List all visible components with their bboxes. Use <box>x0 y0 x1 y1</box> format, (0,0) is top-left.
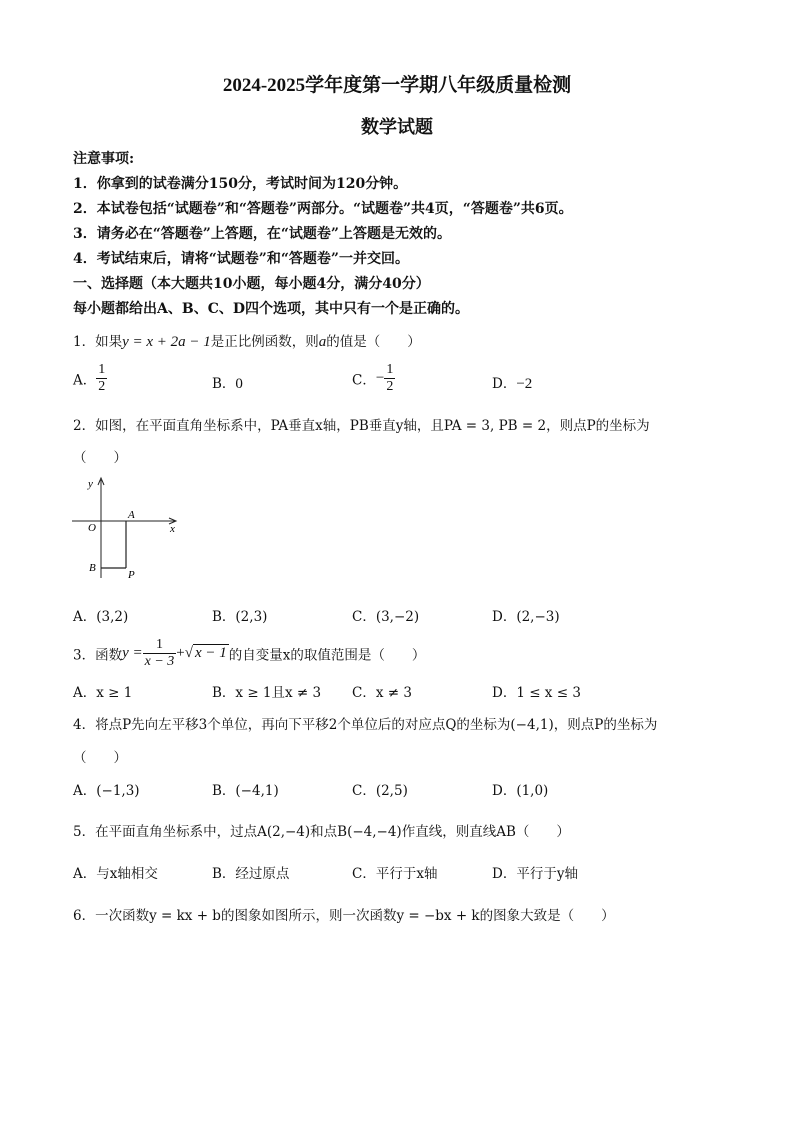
question-text: 是正比例函数，则 <box>210 334 319 350</box>
fraction: $\frac{1}{2}$ <box>98 362 106 394</box>
section-heading: 一、选择题（本大题共10小题，每小题4分，满分40分） <box>73 276 430 292</box>
notes-heading: 注意事项: <box>73 151 135 167</box>
note-item: 2．本试卷包括“试题卷”和“答题卷”两部分。“试题卷”共4页，“答题卷”共6页。 <box>73 201 573 217</box>
option-b[interactable]: B．(2,3) <box>212 609 268 625</box>
sqrt-body: x − 1 <box>195 645 227 661</box>
option-d[interactable]: D．−2 <box>492 376 533 392</box>
note-item: 1．你拿到的试卷满分150分，考试时间为120分钟。 <box>73 176 408 192</box>
origin-label: O <box>88 522 96 534</box>
page-title: 2024-2025学年度第一学期八年级质量检测 <box>222 75 572 96</box>
option-d[interactable]: D．1 ≤ x ≤ 3 <box>492 685 581 701</box>
option-a[interactable]: A．(−1,3) <box>73 783 140 799</box>
note-item: 4．考试结束后，请将“试题卷”和“答题卷”一并交回。 <box>73 251 409 267</box>
option-a[interactable]: A．与x轴相交 <box>73 866 158 882</box>
question-text: 如果 <box>95 334 123 350</box>
note-item: 3．请务必在“答题卷”上答题，在“试题卷”上答题是无效的。 <box>73 226 451 242</box>
option-a[interactable]: A．x ≥ 1 <box>73 685 133 701</box>
option-b[interactable]: B．经过原点 <box>212 866 290 882</box>
answer-paren: （ ） <box>73 750 127 766</box>
option-c[interactable]: C．平行于x轴 <box>352 866 438 882</box>
math-variable: a <box>318 334 327 350</box>
fraction: $\frac{1}{2}$ <box>386 362 394 394</box>
question-text: 的值是（ ） <box>326 334 421 350</box>
section-instruction: 每小题都给出A、B、C、D四个选项，其中只有一个是正确的。 <box>73 301 469 317</box>
page-subtitle: 数学试题 <box>361 117 433 137</box>
option-d[interactable]: D．平行于y轴 <box>492 866 578 882</box>
option-c[interactable]: C．x ≠ 3 <box>352 685 412 701</box>
answer-paren: （ ） <box>73 450 127 466</box>
option-a[interactable]: A． $\frac{1}{2}$ <box>73 362 106 394</box>
option-c[interactable]: C．(2,5) <box>352 783 408 799</box>
coordinate-figure <box>70 474 185 584</box>
question-number: 1． <box>73 334 96 350</box>
question-5: 5．在平面直角坐标系中，过点A(2,−4)和点B(−4,−4)作直线，则直线AB（ ） <box>73 824 570 840</box>
point-p-label: P <box>128 569 135 581</box>
option-c[interactable]: C．(3,−2) <box>352 609 420 625</box>
fraction: $\frac{1}{x - 3}$ <box>144 637 175 669</box>
option-b[interactable]: B．0 <box>212 376 243 392</box>
option-a[interactable]: A．(3,2) <box>73 609 129 625</box>
x-label: x <box>170 523 175 535</box>
y-label: y <box>88 478 93 490</box>
option-d[interactable]: D．(1,0) <box>492 783 549 799</box>
option-b[interactable]: B．(−4,1) <box>212 783 279 799</box>
math-expression: y = x + 2a − 1 <box>122 334 211 350</box>
question-1 <box>73 330 421 351</box>
option-d[interactable]: D．(2,−3) <box>492 609 560 625</box>
option-c[interactable]: C．− $\frac{1}{2}$ <box>352 362 394 394</box>
question-4: 4．将点P先向左平移3个单位，再向下平移2个单位后的对应点Q的坐标为(−4,1)，则点P的坐标为 <box>73 717 658 733</box>
point-a-label: A <box>128 509 135 521</box>
question-2: 2．如图，在平面直角坐标系中，PA垂直x轴，PB垂直y轴，且PA = 3, PB = 2，则点P的坐标为 <box>73 418 650 434</box>
question-3: 3．函数y = $\frac{1}{x - 3}$ +√ x − 1 的自变量x的取值范围是（ ） <box>73 637 426 669</box>
option-b[interactable]: B．x ≥ 1且x ≠ 3 <box>212 685 322 701</box>
sqrt-sign: √ <box>184 645 193 661</box>
question-6: 6．一次函数y = kx + b的图象如图所示，则一次函数y = −bx + k的图象大致是（ ） <box>73 908 615 924</box>
point-b-label: B <box>89 562 96 574</box>
